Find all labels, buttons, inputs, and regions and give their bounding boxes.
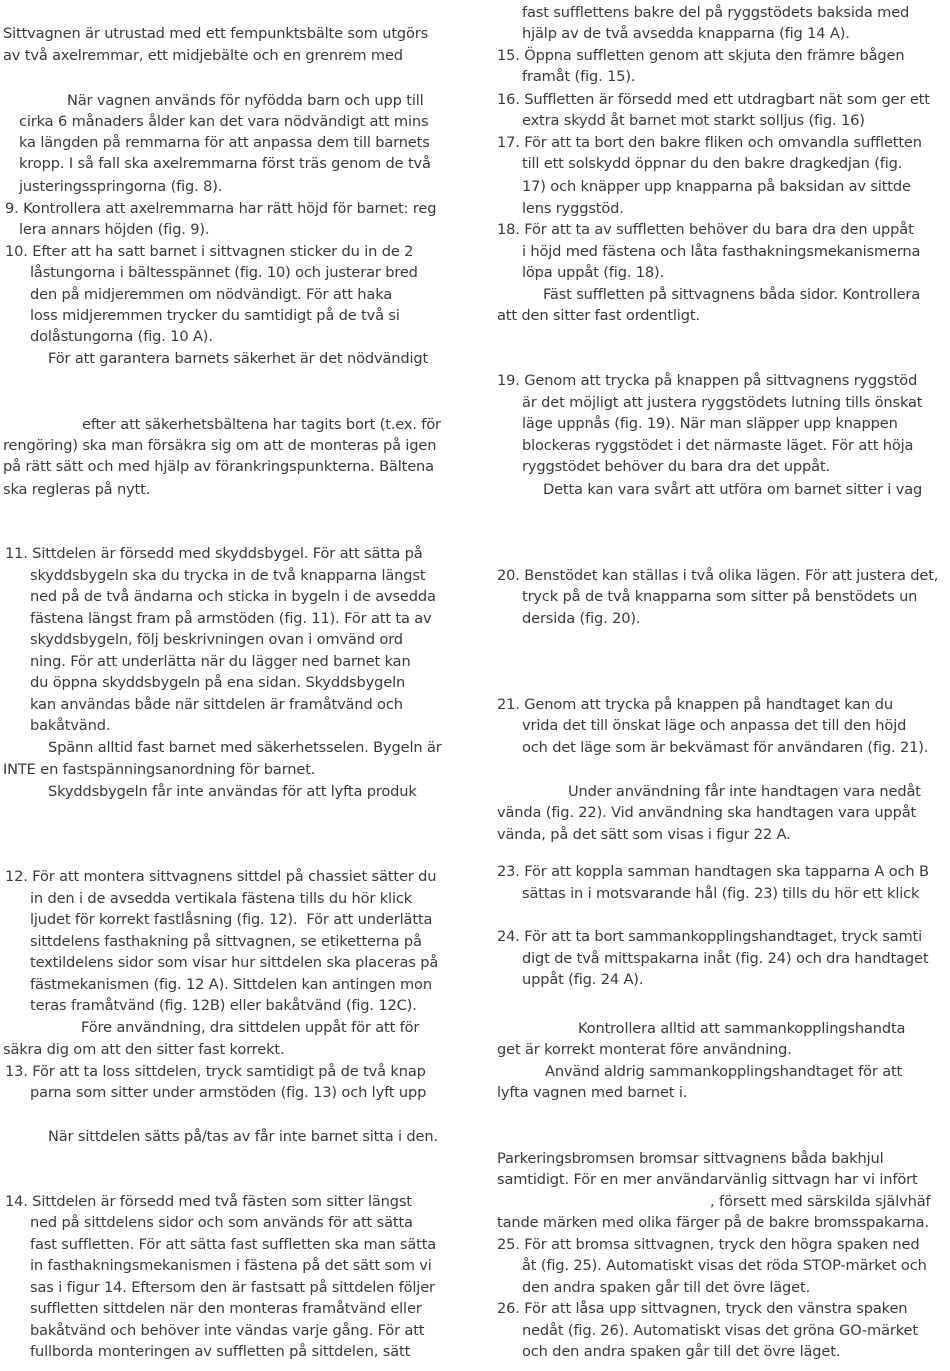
text-line: av två axelremmar, ett midjebälte och en grenrem med [3, 47, 403, 64]
warning-note: Skyddsbygeln får inte användas för att lyfta produk [48, 783, 417, 800]
text-line: sättas in i motsvarande hål (fig. 23) tills du hör ett klick [522, 885, 920, 902]
text-line: in fasthakningsmekanismen i fästena på det sätt som vi [30, 1257, 432, 1274]
list-item-24: 24. För att ta bort sammankopplingshandtaget, tryck samti [497, 928, 923, 945]
warning-note: När sittdelen sätts på/tas av får inte barnet sitta i den. [48, 1128, 438, 1145]
text-line: låstungorna i bältesspännet (fig. 10) och justerar bred [30, 264, 418, 281]
text-line: textildelens sidor som visar hur sittdelen ska placeras på [30, 954, 439, 971]
text-line: justeringsspringorna (fig. 8). [19, 178, 223, 195]
text-line: suffletten sittdelen när den monteras framåtvänd eller [30, 1300, 422, 1317]
list-item-21: 21. Genom att trycka på knappen på handtaget kan du [497, 696, 893, 713]
list-item-23: 23. För att koppla samman handtagen ska tapparna A och B [497, 863, 929, 880]
text-line: ljudet för korrekt fastlåsning (fig. 12). För att underlätta [30, 911, 433, 928]
text-line: nedåt (fig. 26). Automatiskt visas det gröna GO-märket [522, 1322, 918, 1339]
text-line: digt de två mittspakarna inåt (fig. 24) och dra handtaget [522, 950, 929, 967]
text-line: skyddsbygeln, följ beskrivningen ovan i omvänd ord [30, 631, 403, 648]
text-line: vända, på det sätt som visas i figur 22 A. [497, 826, 791, 843]
text-line: bakåtvänd och behöver inte vändas varje gång. För att [30, 1322, 425, 1339]
text-line: extra skydd åt barnet mot starkt solljus (fig. 16) [522, 112, 865, 129]
text-line: vrida det till önskat läge och anpassa det till den höjd [522, 717, 907, 734]
text-line: i höjd med fästena och låta fasthakningsmekanismerna [522, 243, 921, 260]
text-line: du öppna skyddsbygeln på ena sidan. Skyddsbygeln [30, 674, 406, 691]
text-line: INTE en fastspänningsanordning för barnet. [3, 761, 316, 778]
text-line: bakåtvänd. [30, 717, 111, 734]
warning-note: Fäst suffletten på sittvagnens båda sidor. Kontrollera [543, 286, 921, 303]
text-line: Parkeringsbromsen bromsar sittvagnens båda bakhjul [497, 1150, 884, 1167]
text-line: den på midjeremmen om nödvändigt. För att haka [30, 286, 393, 303]
warning-note: Kontrollera alltid att sammankopplingshandta [578, 1020, 906, 1037]
text-line: hjälp av de två avsedda knapparna (fig 14 A). [522, 25, 850, 42]
text-line: och det läge som är bekvämast för användaren (fig. 21). [522, 739, 929, 756]
warning-note: Detta kan vara svårt att utföra om barnet sitter i vag [543, 481, 923, 498]
list-item-17: 17. För att ta bort den bakre fliken och omvandla suffletten [497, 134, 922, 151]
text-line: efter att säkerhetsbältena har tagits bort (t.ex. för [82, 416, 441, 433]
text-line: 17) och knäpper upp knapparna på baksidan av sittde [522, 178, 911, 195]
text-line: löpa uppåt (fig. 18). [522, 264, 665, 281]
text-line: cirka 6 månaders ålder kan det vara nödvändigt att mins [19, 113, 429, 130]
text-line: fästmekanismen (fig. 12 A). Sittdelen kan antingen mon [30, 976, 432, 993]
list-item-15: 15. Öppna suffletten genom att skjuta den främre bågen [497, 47, 905, 64]
list-item-20: 20. Benstödet kan ställas i två olika lägen. För att justera det, [497, 567, 939, 584]
text-line: skyddsbygeln ska du trycka in de två knapparna längst [30, 567, 426, 584]
text-line: framåt (fig. 15). [522, 68, 636, 85]
text-line: dolåstungorna (fig. 10 A). [30, 328, 213, 345]
list-item-25: 25. För att bromsa sittvagnen, tryck den högra spaken ned [497, 1236, 920, 1253]
list-item-10: 10. Efter att ha satt barnet i sittvagnen sticker du in de 2 [5, 243, 414, 260]
list-item-14: 14. Sittdelen är försedd med två fästen som sitter längst [5, 1193, 412, 1210]
text-line: till ett solskydd öppnar du den bakre dragkedjan (fig. [522, 155, 903, 172]
text-line: på rätt sätt och med hjälp av förankringspunkterna. Bältena [3, 458, 434, 475]
text-line: parna som sitter under armstöden (fig. 13) och lyft upp [30, 1084, 427, 1101]
text-line: åt (fig. 25). Automatiskt visas det röda STOP-märket och [522, 1257, 927, 1274]
text-line: att den sitter fast ordentligt. [497, 307, 700, 324]
text-line: sittdelens fasthakning på sittvagnen, se etiketterna på [30, 933, 422, 950]
text-line: fullborda monteringen av suffletten på sittdelen, sätt [30, 1343, 411, 1360]
list-item-13: 13. För att ta loss sittdelen, tryck samtidigt på de två knap [5, 1063, 426, 1080]
text-line: kropp. I så fall ska axelremmarna först träs genom de två [19, 155, 431, 172]
text-line: ka längden på remmarna för att anpassa dem till barnets [19, 134, 430, 151]
text-line: ning. För att underlätta när du lägger ned barnet kan [30, 653, 411, 670]
warning-note: Under användning får inte handtagen vara nedåt [568, 783, 921, 800]
text-line: den andra spaken går till det övre läget. [522, 1279, 811, 1296]
text-line: rengöring) ska man försäkra sig om att de monteras på igen [3, 437, 437, 454]
text-line: samtidigt. För en mer användarvänlig sittvagn har vi infört [497, 1171, 918, 1188]
text-line: ned på de två ändarna och sticka in bygeln i de avsedda [30, 588, 436, 605]
text-line: Sittvagnen är utrustad med ett fempunktsbälte som utgörs [3, 25, 429, 42]
text-line: lens ryggstöd. [522, 200, 624, 217]
text-line: blockeras ryggstödet i det närmaste läget. För att höja [522, 437, 914, 454]
warning-note: Före användning, dra sittdelen uppåt för att för [81, 1019, 420, 1036]
list-item-9: 9. Kontrollera att axelremmarna har rätt höjd för barnet: reg [5, 200, 437, 217]
list-item-16: 16. Suffletten är försedd med ett utdragbart nät som ger ett [497, 91, 930, 108]
list-item-11: 11. Sittdelen är försedd med skyddsbygel. För att sätta på [5, 545, 423, 562]
list-item-26: 26. För att låsa upp sittvagnen, tryck den vänstra spaken [497, 1300, 908, 1317]
text-line: När vagnen används för nyfödda barn och upp till [67, 92, 424, 109]
list-item-12: 12. För att montera sittvagnens sittdel på chassiet sätter du [5, 868, 437, 885]
safety-note: För att garantera barnets säkerhet är det nödvändigt [48, 350, 429, 367]
text-line: uppåt (fig. 24 A). [522, 971, 644, 988]
text-line: tande märken med olika färger på de bakre bromsspakarna. [497, 1214, 929, 1231]
text-line: ned på sittdelens sidor och som används för att sätta [30, 1214, 413, 1231]
text-line: tryck på de två knapparna som sitter på benstödets un [522, 588, 918, 605]
list-item-19: 19. Genom att trycka på knappen på sittvagnens ryggstöd [497, 372, 918, 389]
text-line: loss midjeremmen trycker du samtidigt på de två si [30, 307, 400, 324]
text-line: vända (fig. 22). Vid användning ska handtagen vara uppåt [497, 804, 917, 821]
text-line: fast suffletten. För att sätta fast suffletten ska man sätta [30, 1236, 437, 1253]
text-line: är det möjligt att justera ryggstödets lutning tills önskat [522, 394, 923, 411]
text-line: ska regleras på nytt. [3, 481, 151, 498]
text-line: in den i de avsedda vertikala fästena tills du hör klick [30, 890, 413, 907]
text-line: fast sufflettens bakre del på ryggstödets baksida med [522, 4, 910, 21]
text-line: get är korrekt monterat före användning. [497, 1041, 792, 1058]
warning-note: Använd aldrig sammankopplingshandtaget för att [545, 1063, 903, 1080]
list-item-18: 18. För att ta av suffletten behöver du bara dra den uppåt [497, 221, 914, 238]
text-line: dersida (fig. 20). [522, 610, 641, 627]
text-line: ryggstödet behöver du bara dra det uppåt. [522, 458, 831, 475]
text-line: teras framåtvänd (fig. 12B) eller bakåtvänd (fig. 12C). [30, 997, 417, 1014]
text-line: fästena längst fram på armstöden (fig. 11). För att ta av [30, 610, 432, 627]
text-line: sas i figur 14. Eftersom den är fastsatt på sittdelen följer [30, 1279, 435, 1296]
text-line: , försett med särskilda självhäf [710, 1193, 931, 1210]
text-line: läge uppnås (fig. 19). När man släpper upp knappen [522, 415, 898, 432]
text-line: och den andra spaken går till det övre läget. [522, 1343, 841, 1360]
warning-note: Spänn alltid fast barnet med säkerhetsselen. Bygeln är [48, 739, 442, 756]
text-line: lera annars höjden (fig. 9). [19, 221, 210, 238]
text-line: lyfta vagnen med barnet i. [497, 1084, 688, 1101]
text-line: kan användas både när sittdelen är framåtvänd och [30, 696, 403, 713]
text-line: säkra dig om att den sitter fast korrekt. [3, 1041, 285, 1058]
